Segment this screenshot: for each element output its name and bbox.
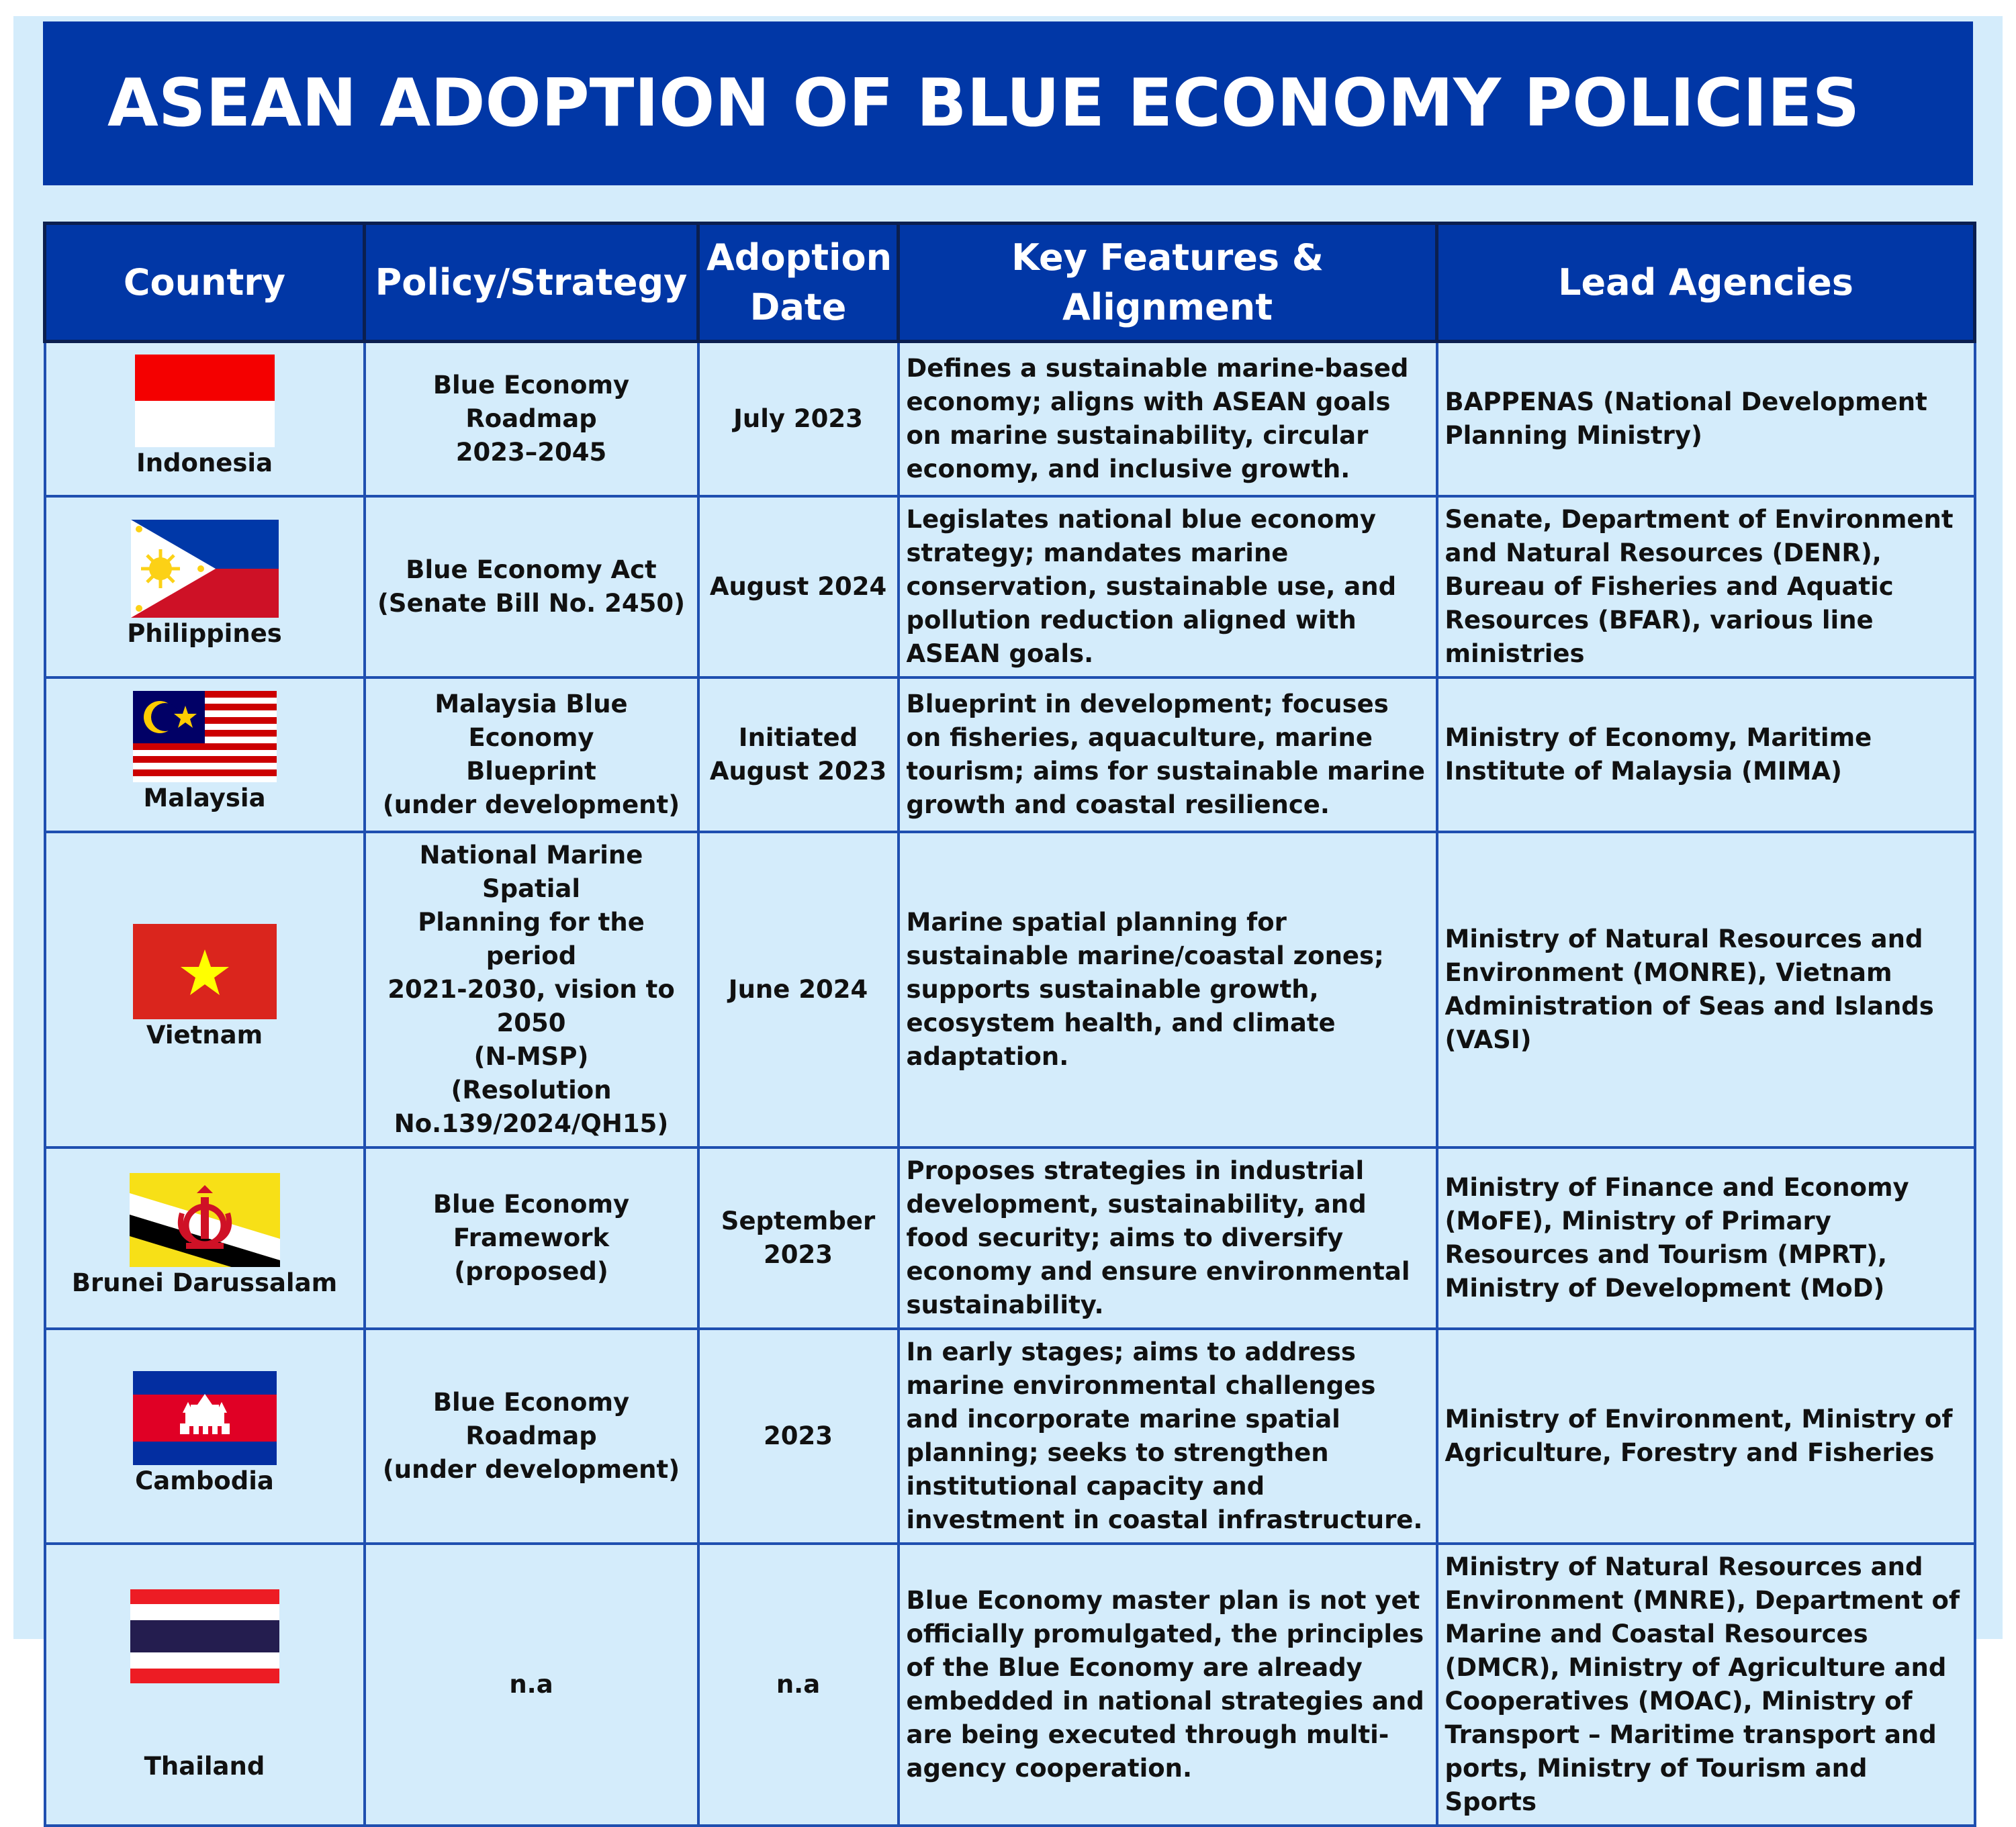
policy-table [43,222,1976,1827]
table-row [45,832,1975,1147]
header-date: Adoption Date [698,224,899,342]
country-cell [45,1544,365,1826]
agencies-cell [1437,1147,1975,1329]
indonesia-flag-icon [135,355,275,447]
date-cell [698,832,899,1147]
brunei-flag-icon [130,1173,280,1267]
table-row [45,496,1975,677]
features-text: Marine spatial planning for sustainable marine/coastal zones; supports sustainable growth, ecosystem health, and climate adaptation. [906,907,1384,1071]
agencies-cell [1437,496,1975,677]
agencies-text: Ministry of Economy, Maritime Institute of Malaysia (MIMA) [1445,722,1872,786]
date-text: June 2024 [728,974,868,1004]
policy-text: Blue Economy Roadmap (under development) [382,1387,680,1484]
country-name: Philippines [127,618,282,648]
agencies-cell [1437,832,1975,1147]
policy-cell [365,677,698,832]
policy-cell [365,832,698,1147]
features-text: Proposes strategies in industrial development, sustainability, and food security; aims to diversify economy and ensure environmental sustainability. [906,1156,1410,1319]
country-cell [45,1147,365,1329]
policy-cell [365,342,698,496]
philippines-flag-icon [131,520,279,618]
policy-text: National Marine Spatial Planning for the period 2021-2030, vision to 2050 (N-MSP) (Resolution No.139/2024/QH15) [387,840,675,1138]
policy-cell [365,496,698,677]
policy-cell [365,1544,698,1826]
header-row [45,224,1975,342]
country-name: Indonesia [136,448,273,477]
date-text: September 2023 [721,1206,876,1269]
country-cell [45,677,365,832]
date-text: 2023 [764,1421,833,1450]
date-cell [698,677,899,832]
features-text: Blue Economy master plan is not yet officially promulgated, the principles of the Blue Economy are already embedded in national strategies and are being executed through multi-agency cooperation. [906,1585,1424,1783]
agencies-text: BAPPENAS (National Development Planning Ministry) [1445,387,1927,450]
policy-cell [365,1147,698,1329]
features-cell [899,1147,1437,1329]
date-text: August 2024 [709,571,887,601]
policy-text: Blue Economy Roadmap 2023–2045 [432,370,630,467]
country-name: Brunei Darussalam [71,1268,338,1297]
country-cell [45,342,365,496]
vietnam-flag-icon [133,924,277,1019]
date-text: Initiated August 2023 [709,722,887,786]
date-cell [698,1329,899,1544]
agencies-text: Ministry of Natural Resources and Environment (MONRE), Vietnam Administration of Seas and Islands (VASI) [1445,924,1934,1054]
country-name: Cambodia [135,1466,274,1495]
policy-text: n.a [509,1669,553,1699]
header-features: Key Features & Alignment [899,224,1437,342]
features-text: In early stages; aims to address marine environmental challenges and incorporate marine spatial planning; seeks to strengthen institutional capacity and investment in coastal infrastructure. [906,1337,1423,1534]
table-row [45,1147,1975,1329]
cambodia-flag-icon [133,1371,277,1465]
header-country: Country [45,224,365,342]
table-row [45,1329,1975,1544]
date-cell [698,496,899,677]
agencies-text: Ministry of Finance and Economy (MoFE), Ministry of Primary Resources and Tourism (MPRT), Ministry of Development (MoD) [1445,1172,1909,1303]
policy-text: Blue Economy Framework (proposed) [432,1189,630,1286]
date-cell [698,342,899,496]
country-name: Thailand [144,1751,265,1781]
agencies-cell [1437,677,1975,832]
features-text: Blueprint in development; focuses on fisheries, aquaculture, marine tourism; aims for sustainable marine growth and coastal resilience. [906,689,1425,819]
agencies-cell [1437,1544,1975,1826]
page-title: ASEAN ADOPTION OF BLUE ECONOMY POLICIES [107,65,1860,142]
agencies-text: Senate, Department of Environment and Natural Resources (DENR), Bureau of Fisheries and Aquatic Resources (BFAR), various line ministries [1445,504,1954,668]
table-row [45,677,1975,832]
table-row [45,342,1975,496]
country-cell [45,832,365,1147]
date-cell [698,1544,899,1826]
policy-text: Blue Economy Act (Senate Bill No. 2450) [377,555,685,618]
malaysia-flag-icon [133,691,277,782]
agencies-text: Ministry of Environment, Ministry of Agriculture, Forestry and Fisheries [1445,1404,1953,1467]
header-agencies: Lead Agencies [1437,224,1975,342]
features-cell [899,1544,1437,1826]
features-cell [899,496,1437,677]
agencies-text: Ministry of Natural Resources and Environment (MNRE), Department of Marine and Coastal Resources (DMCR), Ministry of Agriculture and Cooperatives (MOAC), Ministry of Transport – Maritime transport and ports, Ministry of Tourism and Sports [1445,1552,1960,1816]
features-text: Defines a sustainable marine-based economy; aligns with ASEAN goals on marine sustainability, circular economy, and inclusive growth. [906,353,1409,483]
policy-text: Malaysia Blue Economy Blueprint (under development) [382,689,680,819]
date-cell [698,1147,899,1329]
features-cell [899,1329,1437,1544]
date-text: July 2023 [733,404,863,433]
policy-cell [365,1329,698,1544]
country-cell [45,1329,365,1544]
features-cell [899,342,1437,496]
thailand-flag-icon [130,1589,279,1683]
date-text: n.a [776,1669,821,1699]
country-cell [45,496,365,677]
features-text: Legislates national blue economy strategy; mandates marine conservation, sustainable use, and pollution reduction aligned with ASEAN goals. [906,504,1397,668]
header-policy: Policy/Strategy [365,224,698,342]
country-name: Malaysia [143,783,266,812]
agencies-cell [1437,1329,1975,1544]
agencies-cell [1437,342,1975,496]
title-banner [43,21,1973,185]
table-row [45,1544,1975,1826]
country-name: Vietnam [146,1020,263,1049]
features-cell [899,677,1437,832]
features-cell [899,832,1437,1147]
